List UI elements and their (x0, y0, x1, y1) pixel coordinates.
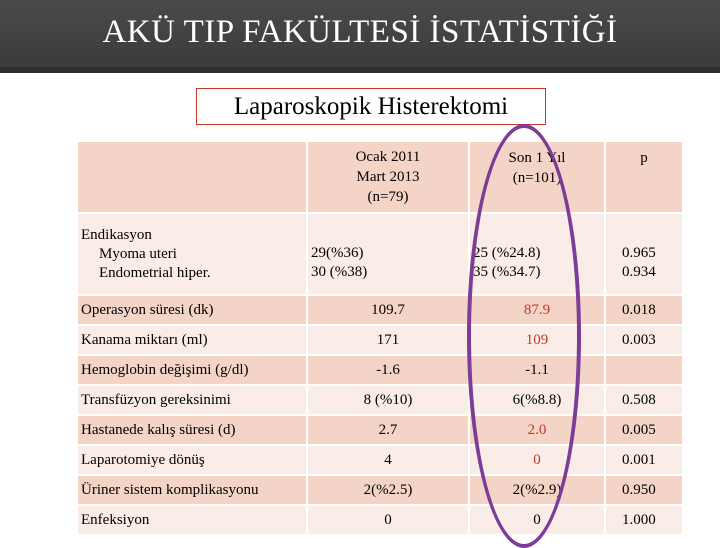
header-period-line3: (n=79) (367, 189, 409, 205)
table-row-value-p: 1.000 (606, 506, 682, 534)
table-row-value-c: 0 (470, 506, 604, 534)
table-row-value-c: 6(%8.8) (470, 386, 604, 414)
table-row-label: Laparotomiye dönüş (78, 446, 306, 474)
table-row-value-c: 87.9 (470, 296, 604, 324)
table-row-label: Üriner sistem komplikasyonu (78, 476, 306, 504)
table-row-value-b: 4 (308, 446, 468, 474)
table-row-value-b: 2.7 (308, 416, 468, 444)
table-row-label: Hastanede kalış süresi (d) (78, 416, 306, 444)
table-row-label: Enfeksiyon (78, 506, 306, 534)
endikasyon-title: Endikasyon (81, 226, 152, 243)
table-row-value-c: -1.1 (470, 356, 604, 384)
table-row-value-b: 2(%2.5) (308, 476, 468, 504)
statistics-table (78, 142, 682, 534)
table-row-value-p: 0.001 (606, 446, 682, 474)
endikasyon-b2: 30 (%38) (311, 264, 368, 280)
table-row-label: Operasyon süresi (dk) (78, 296, 306, 324)
table-row-value-c: 0 (470, 446, 604, 474)
table-row-value-b: 109.7 (308, 296, 468, 324)
slide-title: AKÜ TIP FAKÜLTESİ İSTATİSTİĞİ (102, 14, 618, 50)
table-row-label: Hemoglobin değişimi (g/dl) (78, 356, 306, 384)
endikasyon-d1: 0.965 (622, 245, 656, 261)
header-p-cell (606, 142, 682, 212)
table-row-value-c: 109 (470, 326, 604, 354)
endikasyon-label-cell (78, 214, 306, 294)
table-row-value-p: 0.005 (606, 416, 682, 444)
endikasyon-d2: 0.934 (622, 264, 656, 280)
table-row-value-b: 171 (308, 326, 468, 354)
endikasyon-d-cell (606, 214, 682, 294)
header-empty-cell (78, 142, 306, 212)
endikasyon-myoma: Myoma uteri (99, 245, 177, 262)
title-accent (0, 67, 720, 73)
table-row-value-p: 0.508 (606, 386, 682, 414)
header-lastyear-line1: Son 1 Yıl (508, 150, 566, 166)
header-p-label: p (640, 150, 648, 166)
table-row-value-p: 0.950 (606, 476, 682, 504)
header-period-line1: Ocak 2011 (355, 149, 421, 165)
table-row-value-b: 0 (308, 506, 468, 534)
header-lastyear-line2: (n=101) (512, 170, 562, 186)
header-period-cell (308, 142, 468, 212)
table-row-label: Transfüzyon gereksinimi (78, 386, 306, 414)
table-row-value-p (606, 356, 682, 384)
table-row-value-c: 2(%2.9) (470, 476, 604, 504)
table-row-value-b: 8 (%10) (308, 386, 468, 414)
endikasyon-b-cell (308, 214, 468, 294)
endikasyon-b1: 29(%36) (311, 245, 364, 261)
endikasyon-endometrial: Endometrial hiper. (99, 264, 211, 281)
title-bar (0, 0, 720, 73)
highlight-ellipse (467, 124, 581, 548)
table-row-value-c: 2.0 (470, 416, 604, 444)
endikasyon-c1: 25 (%24.8) (473, 245, 541, 261)
table-row-value-b: -1.6 (308, 356, 468, 384)
table-row-value-p: 0.018 (606, 296, 682, 324)
slide-subtitle: Laparoskopik Histerektomi (196, 88, 546, 125)
endikasyon-c2: 35 (%34.7) (473, 264, 541, 280)
header-period-line2: Mart 2013 (356, 169, 420, 185)
table-row-label: Kanama miktarı (ml) (78, 326, 306, 354)
table-row-value-p: 0.003 (606, 326, 682, 354)
